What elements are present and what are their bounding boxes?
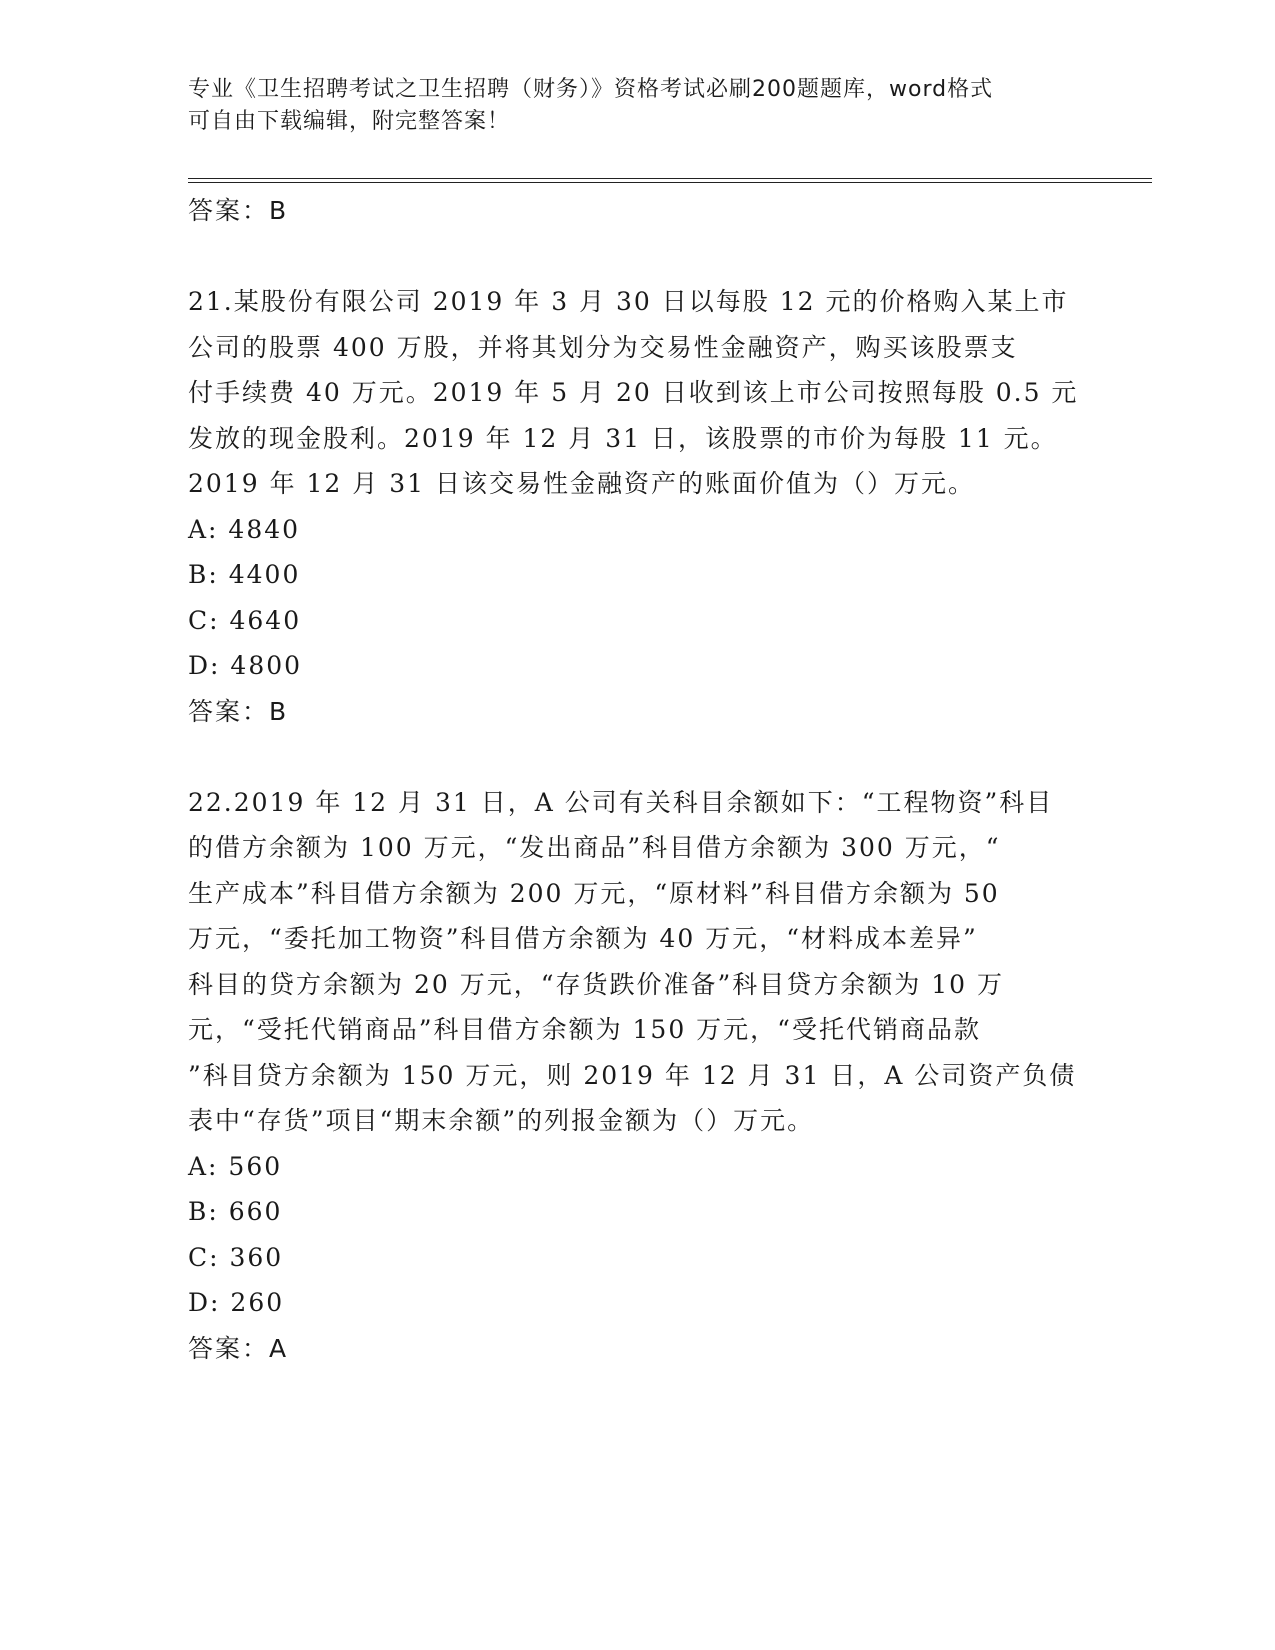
header-rule-bottom — [188, 182, 1152, 183]
header-line-1: 专业《卫生招聘考试之卫生招聘（财务）》资格考试必刷200题题库，word格式 — [188, 77, 994, 102]
question-22 — [188, 780, 1108, 1372]
question-text-line: 生产成本”科目借方余额为 200 万元，“原材料”科目借方余额为 50 — [188, 878, 1000, 908]
header-line-2: 可自由下载编辑，附完整答案！ — [188, 109, 511, 134]
answer: 答案：A — [188, 1333, 289, 1363]
spacer — [188, 734, 1108, 780]
question-text-line: ”科目贷方余额为 150 万元，则 2019 年 12 月 31 日，A 公司资产负债 — [188, 1060, 1077, 1090]
question-text-line: 公司的股票 400 万股，并将其划分为交易性金融资产，购买该股票支 — [188, 332, 1018, 362]
option-d: D: 260 — [188, 1288, 285, 1317]
question-text-line: 21.某股份有限公司 2019 年 3 月 30 日以每股 12 元的价格购入某上市 — [188, 287, 1069, 316]
option-c: C: 4640 — [188, 605, 302, 635]
question-text-line: 付手续费 40 万元。2019 年 5 月 20 日收到该上市公司按照每股 0.5 元 — [188, 378, 1079, 407]
document-body — [188, 188, 1108, 1371]
document-header — [188, 74, 1088, 138]
spacer — [188, 234, 1108, 280]
option-a: A: 560 — [188, 1151, 283, 1181]
header-rule-top — [188, 178, 1152, 179]
question-text-line: 的借方余额为 100 万元，“发出商品”科目借方余额为 300 万元，“ — [188, 833, 1001, 862]
previous-answer: 答案：B — [188, 196, 289, 225]
question-text-line: 22.2019 年 12 月 31 日，A 公司有关科目余额如下：“工程物资”科目 — [188, 787, 1054, 817]
option-b: B: 4400 — [188, 560, 301, 589]
option-d: D: 4800 — [188, 651, 303, 680]
question-21 — [188, 279, 1108, 734]
question-text-line: 科目的贷方余额为 20 万元，“存货跌价准备”科目贷方余额为 10 万 — [188, 969, 1004, 999]
question-text-line: 2019 年 12 月 31 日该交易性金融资产的账面价值为（）万元。 — [188, 469, 975, 498]
option-c: C: 360 — [188, 1242, 284, 1272]
question-text-line: 发放的现金股利。2019 年 12 月 31 日，该股票的市价为每股 11 元。 — [188, 423, 1058, 453]
option-a: A: 4840 — [188, 514, 301, 544]
question-text-line: 元，“受托代销商品”科目借方余额为 150 万元，“受托代销商品款 — [188, 1015, 981, 1044]
question-text-line: 万元，“委托加工物资”科目借方余额为 40 万元，“材料成本差异” — [188, 924, 978, 953]
answer: 答案：B — [188, 696, 289, 726]
question-text-line: 表中“存货”项目“期末余额”的列报金额为（）万元。 — [188, 1106, 815, 1135]
option-b: B: 660 — [188, 1197, 283, 1226]
